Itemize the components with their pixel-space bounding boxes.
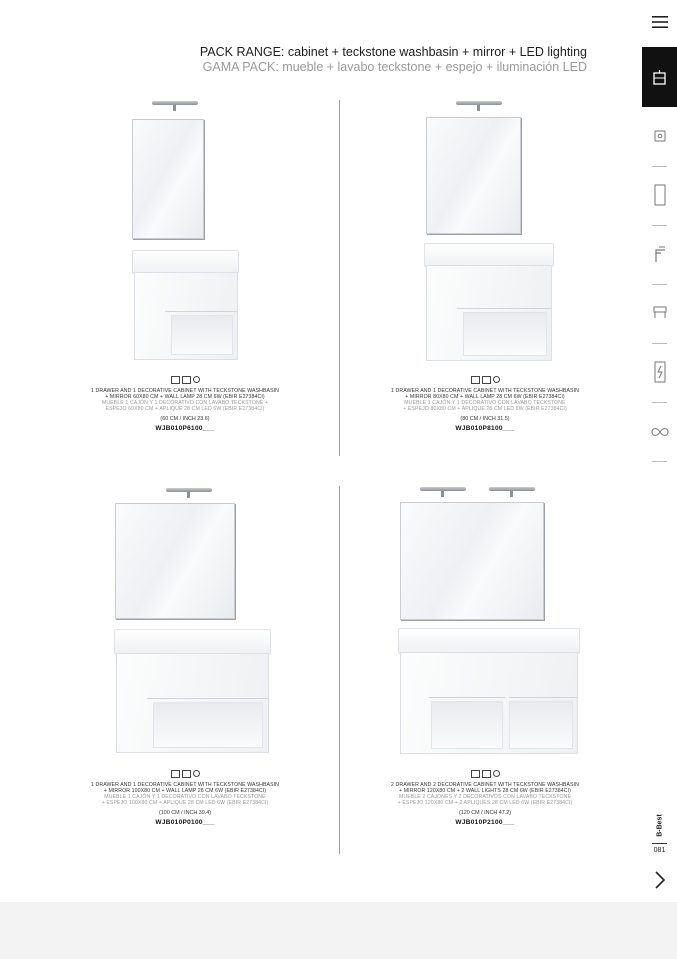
- nav-item-mirror[interactable]: [642, 184, 677, 209]
- separator: [652, 225, 667, 226]
- washbasin: [398, 628, 580, 654]
- wall-lamp: [166, 488, 212, 492]
- separator: [652, 166, 667, 167]
- description-en: + MIRROR 60X80 CM + WALL LAMP 28 CM 6W (EBIR E27384CI): [105, 394, 265, 400]
- separator: [652, 343, 667, 344]
- drawer-icon: [471, 376, 480, 384]
- description-en: 2 DRAWER AND 2 DECORATIVE CABINET WITH TECKSTONE WASHBASIN: [390, 782, 580, 788]
- description-en: 1 DRAWER AND 1 DECORATIVE CABINET WITH TECKSTONE WASHBASIN: [90, 782, 280, 788]
- circle-icon: [193, 770, 200, 777]
- hamburger-menu-icon[interactable]: [642, 14, 677, 33]
- product-caption-1: [65, 376, 305, 432]
- side-navigation: [642, 0, 677, 902]
- product-size: (100 CM / INCH 39.4): [158, 810, 212, 816]
- mirror: [115, 503, 235, 619]
- washbasin-icon: [653, 128, 667, 142]
- nav-item-washbasin[interactable]: [642, 128, 677, 145]
- stool-icon: [652, 305, 668, 319]
- description-en: + MIRROR 120X80 CM + 2 WALL LIGHTS 28 CM 6W (EBIR E27384CI): [399, 788, 571, 794]
- mirror: [132, 119, 204, 239]
- description-es: MUEBLE 2 CAJONES Y 2 DECORATIVOS CON LAVABO TECKSTONE: [398, 794, 572, 800]
- drawer: [457, 266, 551, 309]
- open-shelf: [509, 701, 573, 749]
- column-divider-top: [339, 100, 340, 456]
- description-es: + ESPEJO 120X80 CM + 2 APLIQUES 28 CM LED 6W (EBIR E27384CI): [397, 800, 573, 806]
- circle-icon: [493, 376, 500, 383]
- feature-icons: [365, 376, 605, 384]
- description-en: 1 DRAWER AND 1 DECORATIVE CABINET WITH TECKSTONE WASHBASIN: [90, 388, 280, 394]
- circle-icon: [493, 770, 500, 777]
- nav-item-furniture[interactable]: [642, 305, 677, 322]
- title-english: PACK RANGE: cabinet + teckstone washbasin + mirror + LED lighting: [199, 45, 587, 59]
- wall-lamp: [152, 101, 198, 105]
- product-code: WJB010P2100___: [455, 819, 515, 826]
- mirror: [400, 502, 544, 620]
- brand-name: B-Best: [656, 814, 664, 837]
- mirror: [426, 117, 521, 234]
- drawer: [429, 653, 505, 698]
- nav-item-lighting[interactable]: [642, 361, 677, 386]
- drawer-icon: [171, 770, 180, 778]
- description-es: MUEBLE 1 CAJÓN Y 1 DECORATIVO CON LAVABO TECKSTONE +: [101, 400, 269, 406]
- column-divider-bottom: [339, 486, 340, 854]
- wall-lamp: [489, 487, 535, 491]
- footer-bar: [0, 902, 677, 959]
- open-shelf: [431, 701, 503, 749]
- product-caption-2: [365, 376, 605, 432]
- shelf-icon: [182, 770, 191, 778]
- separator: [652, 402, 667, 403]
- separator: [652, 284, 667, 285]
- wall-lamp: [420, 487, 466, 491]
- drawer: [147, 654, 268, 699]
- feature-icons: [65, 770, 305, 778]
- separator: [652, 843, 667, 844]
- page-title: [200, 45, 587, 75]
- description-es: + ESPEJO 80X80 CM + APLIQUE 28 CM LED 6W (EBIR E27384CI): [403, 406, 567, 412]
- description-es: + ESPEJO 100X80 CM + APLIQUE 28 CM LED 6W (EBIR E27384CI): [101, 800, 269, 806]
- nav-item-accessories[interactable]: [642, 424, 677, 440]
- feature-icons: [365, 770, 605, 778]
- title-spanish: GAMA PACK: mueble + lavabo teckstone + espejo + iluminación LED: [202, 60, 587, 74]
- cabinet: [426, 265, 552, 361]
- product-code: WJB010P6100___: [155, 425, 215, 432]
- description-es: MUEBLE 1 CAJÓN Y 1 DECORATIVO CON LAVABO TECKSTONE: [404, 400, 566, 406]
- circle-icon: [193, 376, 200, 383]
- description-es: MUEBLE 1 CAJÓN Y 1 DECORATIVO CON LAVABO TECKSTONE: [104, 794, 266, 800]
- cabinet: [134, 272, 238, 360]
- cabinet: [400, 652, 578, 754]
- washbasin: [114, 629, 271, 655]
- drawer: [509, 653, 577, 698]
- open-shelf: [171, 315, 233, 355]
- wall-lamp: [456, 101, 502, 105]
- nav-item-cabinets-active[interactable]: [642, 47, 677, 107]
- description-en: + MIRROR 80X80 CM + WALL LAMP 28 CM 6W (EBIR E27384CI): [405, 394, 565, 400]
- nav-item-taps[interactable]: [642, 245, 677, 266]
- product-size: (80 CM / INCH 31.5): [460, 416, 510, 422]
- drawer-icon: [171, 376, 180, 384]
- drawer-icon: [471, 770, 480, 778]
- product-code: WJB010P8100___: [455, 425, 515, 432]
- open-shelf: [153, 702, 263, 748]
- lighting-icon: [653, 361, 667, 383]
- separator: [652, 461, 667, 462]
- mirror-icon: [653, 184, 667, 206]
- brand-label: [654, 812, 666, 842]
- description-en: + MIRROR 100X80 CM + WALL LAMP 28 CM 6W (EBIR E27384CI): [103, 788, 267, 794]
- open-shelf: [463, 312, 547, 356]
- cabinet-icon: [652, 69, 667, 85]
- tap-icon: [652, 245, 668, 263]
- washbasin: [132, 250, 239, 274]
- product-caption-4: [365, 770, 605, 826]
- washbasin: [424, 243, 554, 267]
- product-size: (120 CM / INCH 47.2): [458, 810, 512, 816]
- chevron-right-icon[interactable]: [642, 871, 677, 892]
- cabinet: [116, 653, 269, 753]
- product-code: WJB010P0100___: [155, 819, 215, 826]
- product-size: (60 CM / INCH 23.6): [160, 416, 210, 422]
- page-number: 081: [653, 847, 666, 854]
- description-en: 1 DRAWER AND 1 DECORATIVE CABINET WITH TECKSTONE WASHBASIN: [390, 388, 580, 394]
- description-es: ESPEJO 60X80 CM + APLIQUE 28 CM LED 6W (EBIR E27384CI): [105, 406, 265, 412]
- drawer: [165, 273, 237, 312]
- feature-icons: [65, 376, 305, 384]
- shelf-icon: [182, 376, 191, 384]
- product-caption-3: [65, 770, 305, 826]
- shelf-icon: [482, 770, 491, 778]
- shelf-icon: [482, 376, 491, 384]
- infinity-icon: [651, 427, 669, 437]
